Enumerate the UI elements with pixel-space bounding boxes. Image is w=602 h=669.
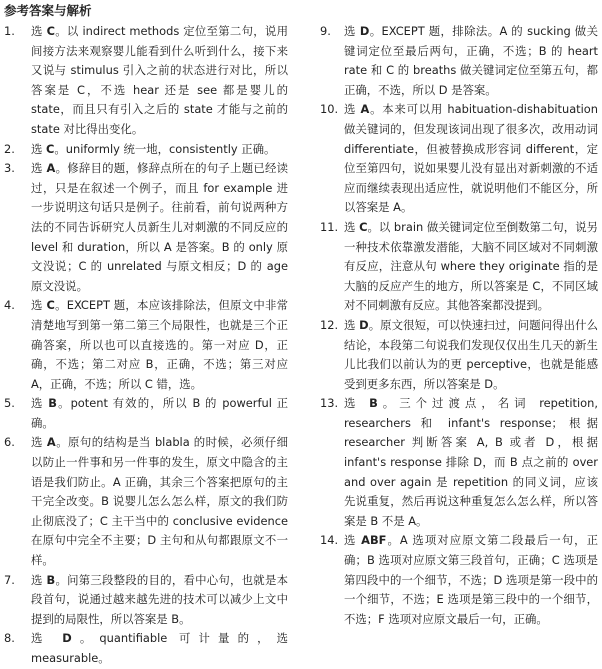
item-body bbox=[344, 394, 598, 531]
answer-letter: C bbox=[359, 219, 368, 234]
item-body bbox=[31, 433, 288, 570]
explanation-text: 。A 选项对应原文第二段最后一句，正确；B 选项对应原文第三段首句，正确；C 选项是第四段中的一个细节，不选；D 选项是第一段中的一个细节，不选；E 选项是第三段中的一个细节，不选；F 选项对应原文最后一句，正确。 bbox=[344, 533, 598, 626]
choose-label: 选 bbox=[31, 396, 44, 411]
item-number: 4. bbox=[4, 298, 15, 313]
item-body bbox=[344, 531, 598, 629]
answer-letter: A bbox=[360, 102, 370, 117]
choose-label: 选 bbox=[344, 102, 357, 117]
item-number: 6. bbox=[4, 435, 15, 450]
answer-letter: B bbox=[369, 396, 378, 411]
choose-label: 选 bbox=[31, 298, 43, 313]
item-number: 11. bbox=[320, 219, 339, 234]
item-number: 3. bbox=[4, 161, 15, 176]
choose-label: 选 bbox=[31, 141, 43, 156]
answer-item-3 bbox=[4, 159, 288, 296]
answer-item-14 bbox=[320, 531, 598, 629]
item-body bbox=[344, 22, 598, 100]
answer-item-9 bbox=[320, 22, 598, 100]
answer-letter: D bbox=[359, 317, 369, 332]
choose-label: 选 bbox=[31, 161, 43, 176]
explanation-text: 。原句的结构是当 blabla 的时候，必须仔细以防止一件事和另一件事的发生，原文中隐含的主语是我们防止。A 正确，其余三个答案把原句的主干完全改变。B 说婴儿怎么怎么样，原文的我们防止彻底没了；C 主干当中的 conclusive evidence 在原句中完全不主要；D 主句和从句都跟原文不一样。 bbox=[31, 435, 288, 568]
item-body bbox=[344, 218, 598, 316]
item-number: 14. bbox=[320, 533, 339, 548]
explanation-text: 。EXCEPT 题，本应该排除法，但原文中非常清楚地写到第一第二第三个局限性，也就是三个正确答案，所以也可以直接选的。第一对应 D，正确，不选；第二对应 B，正确，不选；第三对应 A，正确，不选；所以 C 错，选。 bbox=[31, 298, 288, 391]
answer-column-left bbox=[4, 22, 288, 669]
choose-label: 选 bbox=[344, 396, 361, 411]
answer-letter: C bbox=[46, 24, 55, 38]
item-body bbox=[31, 394, 288, 433]
answer-letter: A bbox=[46, 435, 56, 450]
explanation-text: 。以 brain 做关键词定位至倒数第二句，说另一种技术依靠激发潜能，大脑不同区域对不同刺激有反应，注意从句 where they originate 指的是大脑的反应产生的地方，所以答案是 C，不同区域对不同刺激有反应。其他答案都没提到。 bbox=[344, 219, 598, 313]
explanation-text: 。本来可以用 habituation-dishabituation 做关键词的，但发现该词出现了很多次，改用动词 differentiate，但被替换成形容词 different，定位至第四句，说如果婴儿没有显出对新刺激的不适应而继续表现出适应性，就说明他们不能区分，所以答案是 A。 bbox=[344, 102, 598, 215]
choose-label: 选 bbox=[344, 219, 356, 234]
answer-letter: D bbox=[359, 24, 370, 38]
item-body bbox=[31, 140, 288, 160]
explanation-text: 。以 indirect methods 定位至第二句，说用间接方法来观察婴儿能看到什么听到什么，接下来又说与 stimulus 引入之前的状态进行对比，所以答案是 C，不选 hear 还是 see 都是婴儿的 state，而且只有引入之后的 state 才能与之前的 state 对比得出变化。 bbox=[31, 24, 288, 136]
item-number: 8. bbox=[4, 631, 15, 646]
explanation-text: 。potent 有效的，所以 B 的 powerful 正确。 bbox=[31, 396, 288, 430]
answer-letter: B bbox=[46, 572, 56, 587]
item-body bbox=[31, 629, 288, 668]
explanation-text: 。问第三段整段的目的，看中心句，也就是本段首句，说通过越来越先进的技术可以减少上文中提到的局限性，所以答案是 B。 bbox=[31, 572, 288, 626]
answer-letter: B bbox=[48, 396, 57, 411]
answer-item-10 bbox=[320, 100, 598, 218]
item-body bbox=[344, 316, 598, 394]
choose-label: 选 bbox=[31, 572, 43, 587]
answer-item-4 bbox=[4, 296, 288, 394]
item-number: 12. bbox=[320, 317, 339, 332]
answer-item-1 bbox=[4, 22, 288, 140]
item-number: 2. bbox=[4, 141, 15, 156]
answer-item-5 bbox=[4, 394, 288, 433]
explanation-text: 。三个过渡点，名词 repetition, researchers 和 infant's response；根据 researcher 判断答案 A, B 或者 D，根据 infant's response 排除 D，而 B 点之前的 over and over again 是 repetition 的同义词，应该先说重复，然后再说这种重复怎么怎么样，所以答案是 B 不是 A。 bbox=[344, 396, 598, 528]
answer-item-6 bbox=[4, 433, 288, 570]
answer-letter: C bbox=[46, 298, 55, 313]
answer-letter: A bbox=[46, 161, 56, 176]
choose-label: 选 bbox=[344, 533, 357, 548]
choose-label: 选 bbox=[344, 317, 356, 332]
answer-item-8 bbox=[4, 629, 288, 668]
item-body bbox=[31, 296, 288, 394]
item-number: 9. bbox=[320, 24, 331, 38]
item-number: 13. bbox=[320, 396, 339, 411]
explanation-text: 。EXCEPT 题，排除法。A 的 sucking 做关键词定位至最后两句，正确，不选；B 的 heart rate 和 C 的 breaths 做关键词定位至第五句，都正确，不选，所以 D 是答案。 bbox=[344, 24, 598, 97]
choose-label: 选 bbox=[344, 24, 356, 38]
answer-item-7 bbox=[4, 571, 288, 630]
choose-label: 选 bbox=[31, 435, 43, 450]
item-number: 7. bbox=[4, 572, 15, 587]
answer-item-11 bbox=[320, 218, 598, 316]
page-title: 参考答案与解析 bbox=[4, 3, 92, 18]
answer-item-2 bbox=[4, 140, 288, 160]
answer-item-12 bbox=[320, 316, 598, 394]
explanation-text: 。quantifiable 可计量的，选 measurable。 bbox=[31, 631, 288, 665]
answer-letter: C bbox=[46, 141, 55, 156]
item-number: 5. bbox=[4, 396, 15, 411]
choose-label: 选 bbox=[31, 24, 43, 38]
item-body bbox=[31, 22, 288, 140]
explanation-text: 。原文很短，可以快速扫过，问题问得出什么结论，本段第二句说我们发现仅仅出生几天的新生儿比我们以前认为的更 perceptive，也就是能感受到更多东西，所以答案是 D。 bbox=[344, 317, 598, 391]
item-body bbox=[344, 100, 598, 218]
explanation-text: 。uniformly 统一地，consistently 正确。 bbox=[54, 141, 276, 156]
answer-column-right bbox=[320, 22, 598, 629]
item-body bbox=[31, 159, 288, 296]
answer-letter: D bbox=[62, 631, 72, 646]
answer-item-13 bbox=[320, 394, 598, 531]
answer-letter: ABF bbox=[361, 533, 387, 548]
item-body bbox=[31, 571, 288, 630]
item-number: 1. bbox=[4, 24, 15, 38]
explanation-text: 。修辞目的题，修辞点所在的句子上题已经读过，只是在叙述一个例子，而且 for example 进一步说明这句话只是例子。往前看，前句说两种方法的不同告诉研究人员新生儿对刺激的不同反应的 level 和 duration，所以 A 是答案。B 的 only 原文没说；C 的 unrelated 与原文相反；D 的 age 原文没说。 bbox=[31, 161, 288, 293]
item-number: 10. bbox=[320, 102, 339, 117]
choose-label: 选 bbox=[31, 631, 51, 646]
